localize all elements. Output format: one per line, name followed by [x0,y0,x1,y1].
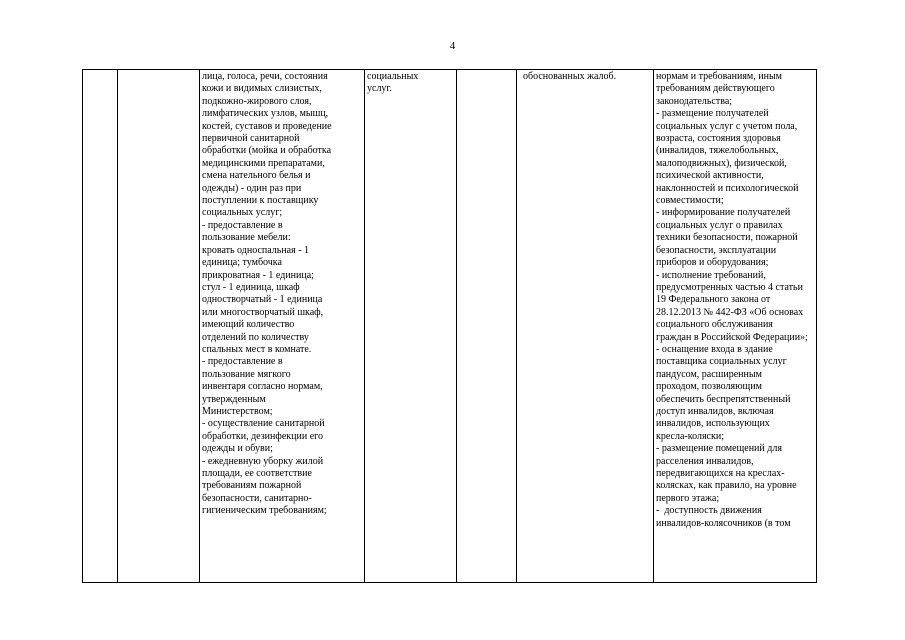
cell-text-line: - информирование получателей [656,207,791,219]
cell-text-line: пользование мебели: [202,232,291,244]
cell-text-line: колясках, как правило, на уровне [656,480,797,492]
cell-text-line: медицинскими препаратами, [202,157,325,169]
cell-text-line: передвигающихся на креслах- [656,468,785,479]
cell-text-line: требованиям пожарной [202,480,302,492]
document-table [82,69,817,583]
cell-text-line: 28.12.2013 № 442-ФЗ «Об основах [656,306,804,318]
cell-text-line: подкожно-жирового слоя, [202,95,312,107]
table-cell-col-2 [118,70,200,583]
cell-text-line: безопасности, санитарно- [202,492,312,504]
cell-text-line: требованиям действующего [656,83,775,95]
cell-text-line: 19 Федерального закона от [656,294,771,306]
cell-text-line: имеющий количество [202,319,295,331]
cell-text-line: первого этажа; [656,492,720,504]
cell-text-line: социальных услуг; [202,207,283,219]
cell-text-line: смена нательного белья и [202,170,311,182]
cell-text-line: совместимости; [656,195,724,207]
cell-text-line: кожи и видимых слизистых, [202,83,322,95]
cell-text-line: первичной санитарной [202,133,300,145]
cell-text-line: инвалидов-колясочников (в том [656,517,791,529]
cell-text-line: - осуществление санитарной [202,418,325,430]
cell-text-line: обоснованных жалоб. [523,71,617,82]
cell-text-line: или многостворчатый шкаф, [202,306,324,318]
cell-text-line: обеспечить беспрепятственный [656,393,791,405]
cell-text-line: пользование мягкого [202,368,291,380]
table-row [83,70,817,583]
cell-text-line: площади, ее соответствие [202,468,312,479]
cell-text-line: отделений по количеству [202,331,309,343]
table-cell-col-5 [457,70,517,583]
cell-text-line: спальных мест в комнате. [202,343,312,355]
cell-text-line: обработки (мойка и обработка [202,145,332,157]
cell-text-line: костей, суставов и проведение [202,120,332,132]
table-cell-col-1 [83,70,118,583]
cell-text-line: возраста, состояния здоровья [656,133,781,145]
cell-text-line: кресла-коляски; [656,430,724,442]
cell-text-line: малоподвижных), физической, [656,157,787,169]
table-cell-col-6 [517,70,654,583]
cell-text-line: техники безопасности, пожарной [656,232,798,244]
page-number: 4 [449,40,456,52]
cell-text-line: инвентаря согласно нормам, [202,381,323,393]
cell-text-line: законодательства; [656,95,733,107]
table-cell-col-4 [365,70,457,583]
cell-text-line: поступлении к поставщику [202,195,319,207]
cell-text-line: лица, голоса, речи, состояния [202,71,328,82]
table-cell-col-3 [200,70,365,583]
cell-text-line: (инвалидов, тяжелобольных, [656,145,779,157]
cell-text-line: услуг. [367,83,392,95]
cell-text-line: лимфатических узлов, мышц, [202,108,329,120]
cell-text-line: социальных услуг о правилах [656,219,783,231]
cell-text-line: - предоставление в [202,219,283,231]
cell-text-line: граждан в Российской Федерации»; [656,331,808,343]
cell-text-line: нормам и требованиям, иным [656,71,783,82]
cell-text-line: единица; тумбочка [202,257,282,269]
cell-text-line: одежды и обуви; [202,443,273,455]
cell-text-line: предусмотренных частью 4 статьи [656,281,803,293]
cell-text-line: Министерством; [202,405,273,417]
cell-text-line: прикроватная - 1 единица; [202,269,314,281]
cell-text-line: наклонностей и психологической [656,182,799,194]
cell-text-line: кровать односпальная - 1 [202,244,310,256]
cell-text-line: - предоставление в [202,356,283,368]
cell-text-line: обработки, дезинфекции его [202,430,323,442]
cell-text-line: психической активности, [656,170,764,182]
cell-text-line: доступ инвалидов, включая [656,405,774,417]
cell-text-line: утвержденным [202,393,266,405]
cell-text-line: - размещение получателей [656,108,769,120]
cell-text-line: - исполнение требований, [656,269,766,281]
cell-text-line: приборов и оборудования; [656,257,769,269]
cell-text-line: социальных услуг с учетом пола, [656,120,798,132]
cell-text-line: - размещение помещений для [656,443,782,455]
cell-text-line: инвалидов, использующих [656,418,770,430]
cell-text-line: - доступность движения [656,505,762,517]
cell-text-line: пандусом, расширенным [656,368,762,380]
cell-text-line: гигиеническим требованиям; [202,505,327,517]
cell-text-line: стул - 1 единица, шкаф [202,281,300,293]
table-cell-col-7 [654,70,817,583]
cell-text-line: расселения инвалидов, [656,455,754,467]
cell-text-line: проходом, позволяющим [656,381,762,393]
cell-text-line: - оснащение входа в здание [656,343,773,355]
cell-text-line: безопасности, эксплуатации [656,244,777,256]
cell-text-line: - ежедневную уборку жилой [202,455,324,467]
cell-text-line: поставщика социальных услуг [656,356,787,368]
cell-text-line: одностворчатый - 1 единица [202,294,323,306]
cell-text-line: социального обслуживания [656,319,773,331]
cell-text-line: одежды) - один раз при [202,182,302,194]
cell-text-line: социальных [367,71,419,82]
